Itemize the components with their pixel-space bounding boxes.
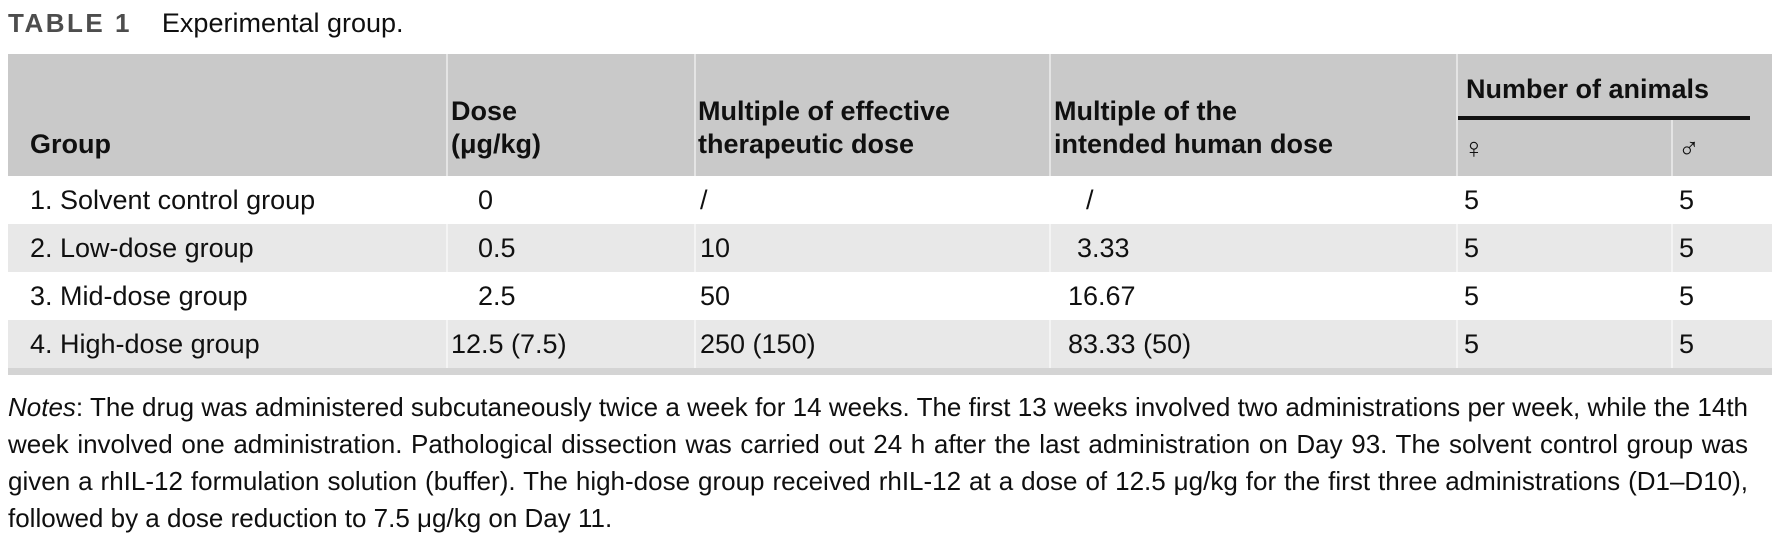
multiple-human-cell: / xyxy=(1050,176,1457,224)
notes-label: Notes xyxy=(8,392,76,422)
multiple-effective-cell: 10 xyxy=(695,224,1050,272)
multiple-effective-cell: 250 (150) xyxy=(695,320,1050,368)
table-row xyxy=(8,272,1772,320)
multiple-human-cell: 83.33 (50) xyxy=(1050,320,1457,368)
page xyxy=(0,8,1780,536)
header-multiple-effective xyxy=(695,54,1050,176)
table-row xyxy=(8,176,1772,224)
table-number: TABLE 1 xyxy=(8,8,132,38)
dose-cell: 0 xyxy=(447,176,695,224)
header-male xyxy=(1672,120,1772,176)
multiple-human-cell: 16.67 xyxy=(1050,272,1457,320)
female-count-cell: 5 xyxy=(1457,272,1672,320)
header-group xyxy=(8,54,447,176)
header-dose xyxy=(447,54,695,176)
table-header xyxy=(8,54,1772,176)
male-count-cell: 5 xyxy=(1679,280,1695,311)
multiple-effective-cell: / xyxy=(695,176,1050,224)
table-caption: Experimental group. xyxy=(161,8,404,38)
table-row xyxy=(8,320,1772,368)
header-multiple-human-line2: intended human dose xyxy=(1054,129,1334,159)
number-of-animals-label: Number of animals xyxy=(1458,73,1750,120)
male-icon: ♂ xyxy=(1678,133,1700,165)
male-count-cell: 5 xyxy=(1679,184,1695,215)
header-dose-line1: Dose xyxy=(451,96,518,126)
group-cell: 3. Mid-dose group xyxy=(8,272,447,320)
header-female xyxy=(1457,120,1672,176)
header-row-top xyxy=(8,54,1772,120)
male-count-cell: 5 xyxy=(1679,232,1695,263)
table-title xyxy=(8,8,1780,39)
dose-cell: 0.5 xyxy=(447,224,695,272)
group-cell: 4. High-dose group xyxy=(8,320,447,368)
table-row xyxy=(8,224,1772,272)
header-multiple-human-line1: Multiple of the xyxy=(1054,96,1237,126)
female-count-cell: 5 xyxy=(1457,320,1672,368)
multiple-effective-cell: 50 xyxy=(695,272,1050,320)
header-multiple-human xyxy=(1050,54,1457,176)
notes-text: : The drug was administered subcutaneously twice a week for 14 weeks. The first 13 weeks involved two administrations per week, while the 14th week involved one administration. Pathological dissection was carried out 24 h after the last administration on Day 93. The solvent control group was given a rhIL-12 formulation solution (buffer). The high-dose group received rhIL-12 at a dose of 12.5 μg/kg for the first three administrations (D1–D10), followed by a dose reduction to 7.5 μg/kg on Day 11. xyxy=(8,392,1748,533)
male-count-cell: 5 xyxy=(1679,328,1695,359)
multiple-human-cell: 3.33 xyxy=(1050,224,1457,272)
female-count-cell: 5 xyxy=(1457,176,1672,224)
header-number-of-animals xyxy=(1457,54,1772,120)
female-count-cell: 5 xyxy=(1457,224,1672,272)
table-wrapper xyxy=(8,54,1772,375)
header-group-label: Group xyxy=(30,129,111,159)
experimental-group-table xyxy=(8,54,1772,368)
group-cell: 1. Solvent control group xyxy=(8,176,447,224)
header-multiple-effective-line1: Multiple of effective xyxy=(698,96,951,126)
group-cell: 2. Low-dose group xyxy=(8,224,447,272)
dose-cell: 2.5 xyxy=(447,272,695,320)
table-notes xyxy=(8,389,1748,536)
dose-cell: 12.5 (7.5) xyxy=(447,320,695,368)
table-body xyxy=(8,176,1772,368)
header-dose-line2: (μg/kg) xyxy=(451,129,542,159)
female-icon: ♀ xyxy=(1463,133,1485,165)
header-multiple-effective-line2: therapeutic dose xyxy=(698,129,915,159)
